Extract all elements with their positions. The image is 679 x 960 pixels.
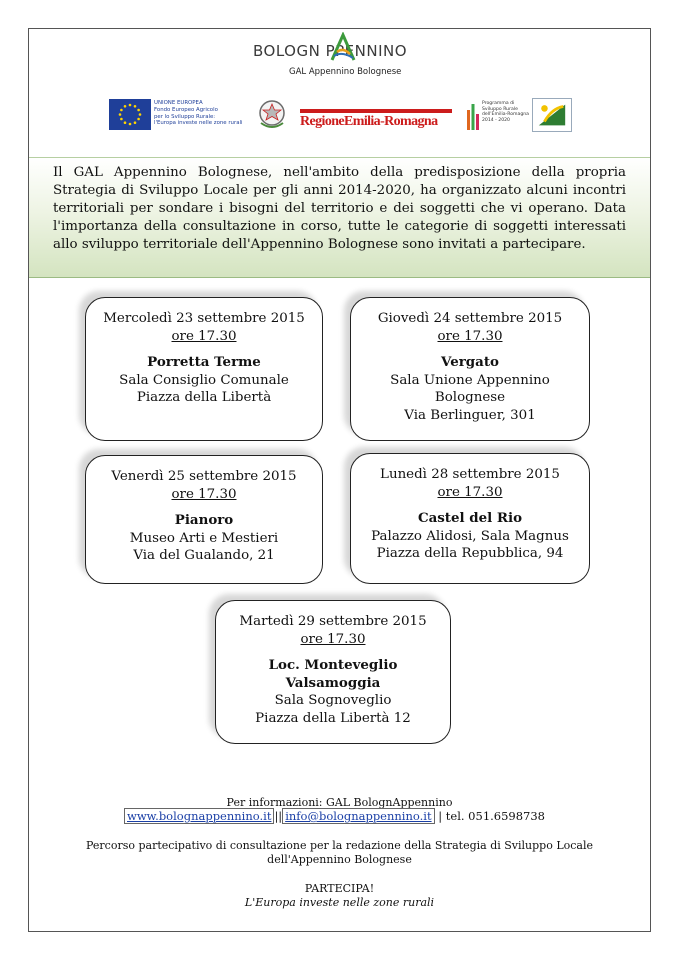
event-venue: Museo Arti e Mestieri [129,530,279,546]
email-link[interactable]: info@bolognappennino.it [282,808,434,824]
logo-wordmark: BOLOGN PPENNINO [253,42,408,60]
eu-line: UNIONE EUROPEA [154,100,203,106]
event-venue: Sala Unione Appennino [390,372,550,388]
event-date: Venerdì 25 settembre 2015 [111,469,297,484]
event-place: Loc. Monteveglio [268,657,398,674]
event-time: ore 17.30 [300,631,366,647]
psr-line: 2014 - 2020 [482,117,510,123]
event-place: Vergato [441,354,499,371]
intro-paragraph: Il GAL Appennino Bolognese, nell'ambito della predisposizione della propria Strategia di Sviluppo Locale per gli anni 2014-2020, ha organizzato alcuni incontri territoriali per sondare i bisogni del territorio e dei soggetti che vi operano. Data l'importanza della consultazione in corso, tutte le categorie di soggetti interessati allo sviluppo territoriale dell'Appennino Bolognese sono invitati a partecipare. [53,165,626,252]
psr-caption [482,101,529,123]
slogan: L'Europa investe nelle zone rurali [244,896,435,909]
event-place: Valsamoggia [285,674,381,691]
event-card [350,453,590,584]
link-separator: || [274,809,283,823]
event-place: Castel del Rio [417,510,523,527]
rer-bar [300,109,452,113]
event-time: ore 17.30 [171,328,237,344]
event-date: Martedì 29 settembre 2015 [239,614,427,629]
website-link[interactable]: www.bolognappennino.it [124,808,274,824]
event-venue: Sala Sognoveglio [274,693,392,709]
psr-logo [466,98,529,132]
gal-logo [253,34,428,84]
eu-line: per lo Sviluppo Rurale: [154,113,216,120]
event-place: Pianoro [174,512,234,529]
event-address: Piazza della Repubblica, 94 [376,546,564,562]
logo-subtitle: GAL Appennino Bolognese [289,67,402,77]
eu-flag-icon [109,99,151,130]
event-address: Piazza della Libertà 12 [255,710,411,726]
logo-a-mark-icon [328,32,358,62]
psr-line: Programma di [482,101,515,106]
event-card [85,455,323,584]
event-venue: Sala Consiglio Comunale [119,372,289,388]
leader-logo-icon [532,98,572,132]
event-place: Porretta Terme [147,354,261,371]
event-address: Via Berlinguer, 301 [404,407,536,423]
event-card [85,297,323,441]
phone-number: | tel. 051.6598738 [438,809,546,823]
event-date: Lunedì 28 settembre 2015 [380,467,560,482]
footer-description: Percorso partecipativo di consultazione per la redazione della Strategia di Sviluppo Locale [85,839,594,852]
psr-mark-icon [466,98,480,132]
call-to-action: PARTECIPA! [304,882,375,895]
event-card [350,297,590,441]
event-date: Mercoledì 23 settembre 2015 [103,311,305,326]
event-time: ore 17.30 [171,486,237,502]
event-card [215,600,451,744]
eu-line: Fondo Europeo Agricolo [154,106,218,113]
event-address: Via del Gualando, 21 [133,548,275,564]
footer-description: dell'Appennino Bolognese [267,853,412,866]
regione-emilia-romagna-logo [300,109,452,131]
contact-links [124,809,545,823]
rer-wordmark: RegioneEmilia-Romagna [300,114,438,129]
footer-info: Per informazioni: GAL BolognAppennino [226,796,453,809]
event-address: Piazza della Libertà [136,390,272,406]
event-date: Giovedì 24 settembre 2015 [377,311,563,326]
event-venue: Bolognese [434,390,506,406]
event-venue: Palazzo Alidosi, Sala Magnus [371,528,569,544]
event-time: ore 17.30 [437,328,503,344]
eu-logo [109,99,249,130]
event-time: ore 17.30 [437,484,503,500]
eu-caption [154,100,243,127]
psr-line: dell'Emilia-Romagna [482,112,529,118]
eu-line: l'Europa investe nelle zone rurali [154,120,243,127]
psr-line: Sviluppo Rurale [482,106,518,112]
italian-republic-emblem-icon [258,97,286,131]
